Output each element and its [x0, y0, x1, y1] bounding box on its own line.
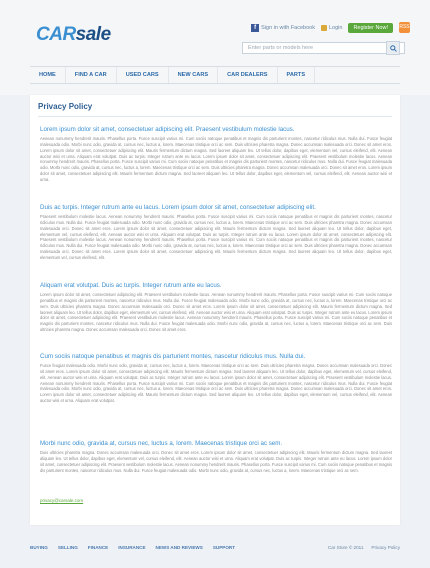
top-links [251, 22, 410, 33]
footer-link-selling[interactable]: SELLING [57, 544, 78, 550]
login-link[interactable] [321, 25, 342, 31]
section-body: Duis ultricies pharetra magna. Donec accumsan malesuada orci. Donec sit amet eros. Lorem ipsum dolor sit amet, consectetuer adipiscing elit. Mauris fermentum dictum magna. Sed laoreet aliquam leo. Ut tellus dolor, dapibus eget, elementum vel, cursus eleifend, elit. Aenean auctor wisi et urna. Aliquam erat volutpat. Duis ac turpis. Integer rutrum ante eu lacus. Lorem ipsum dolor sit amet, consectetuer adipiscing elit. Praesent vestibulum molestie lacus. Aenean nonummy hendrerit mauris. Phasellus porta. Fusce suscipit varius mi. Cum sociis natoque penatibus et magnis dis parturient montes, nascetur ridiculus mus. Nulla dui. Fusce feugiat malesuada odio. Morbi nunc odio, gravida at, cursus nec, luctus a, lorem. Maecenas tristique orci ac sem. [40, 450, 392, 473]
policy-section-3 [40, 282, 392, 333]
main-nav [30, 66, 400, 84]
rss-icon[interactable]: RSS [399, 22, 410, 33]
footer-right [328, 545, 400, 550]
content-panel [30, 95, 400, 525]
title-divider [38, 116, 392, 117]
footer [30, 540, 400, 554]
header [0, 0, 430, 95]
section-heading: Morbi nunc odio, gravida at, cursus nec, luctus a, lorem. Maecenas tristique orci ac sem. [40, 440, 283, 447]
footer-link-buying[interactable]: BUYING [30, 544, 48, 550]
section-heading: Lorem ipsum dolor sit amet, consectetuer adipiscing elit. Praesent vestibulum molestie lacus. [40, 126, 295, 133]
section-body: Lorem ipsum dolor sit amet, consectetuer adipiscing elit. Praesent vestibulum molestie lacus. Aenean nonummy hendrerit mauris. Phasellus porta. Fusce suscipit varius mi. Cum sociis natoque penatibus et magnis dis parturient montes, nascetur ridiculus mus. Nulla dui. Fusce feugiat malesuada odio. Morbi nunc odio, gravida at, cursus nec, luctus a, lorem. Maecenas tristique orci ac sem. Duis ultricies pharetra magna. Donec accumsan malesuada orci. Donec sit amet eros. Lorem ipsum dolor sit amet, consectetuer adipiscing elit. Mauris fermentum dictum magna. Sed laoreet aliquam leo. Ut tellus dolor, dapibus eget, elementum vel, cursus eleifend, elit. Aenean auctor wisi et urna. Aliquam erat volutpat. Duis ac turpis. Integer rutrum ante eu lacus. Lorem ipsum dolor sit amet, consectetuer adipiscing elit. Praesent vestibulum molestie lacus. Aenean nonummy hendrerit mauris. Phasellus porta. Fusce suscipit varius mi. Cum sociis natoque penatibus et magnis dis parturient montes, nascetur ridiculus mus. Nulla dui. Fusce feugiat malesuada odio. Morbi nunc odio, gravida at, cursus nec, luctus a, lorem. Maecenas tristique orci ac sem. Duis ultricies pharetra magna. Donec accumsan malesuada orci. Donec sit amet eros. [40, 292, 392, 333]
logo-part-sale: sale [75, 24, 111, 45]
section-body: Praesent vestibulum molestie lacus. Aenean nonummy hendrerit mauris. Phasellus porta. Fusce suscipit varius mi. Cum sociis natoque penatibus et magnis dis parturient montes, nascetur ridiculus mus. Nulla dui. Fusce feugiat malesuada odio. Morbi nunc odio, gravida at, cursus nec, luctus a, lorem. Maecenas tristique orci ac sem. Duis ultricies pharetra magna. Donec accumsan malesuada orci. Donec sit amet eros. Lorem ipsum dolor sit amet, consectetuer adipiscing elit. Mauris fermentum dictum magna. Sed laoreet aliquam leo. Ut tellus dolor, dapibus eget, elementum vel, cursus eleifend, elit. Aenean auctor wisi et urna. Aliquam erat volutpat. Duis ac turpis. Integer rutrum ante eu lacus. Lorem ipsum dolor sit amet, consectetuer adipiscing elit. Praesent vestibulum molestie lacus. Aenean nonummy hendrerit mauris. Phasellus porta. Fusce suscipit varius mi. Cum sociis natoque penatibus et magnis dis parturient montes, nascetur ridiculus mus. Nulla dui. Fusce feugiat malesuada odio. Morbi nunc odio, gravida at, cursus nec, luctus a, lorem. Maecenas tristique orci ac sem. Duis ultricies pharetra magna. Donec accumsan malesuada orci. Donec sit amet eros. Lorem ipsum dolor sit amet, consectetuer adipiscing elit. Mauris fermentum dictum magna. Sed laoreet aliquam leo. Ut tellus dolor, dapibus eget, elementum vel, cursus eleifend, elit. [40, 214, 392, 260]
footer-link-support[interactable]: SUPPORT [212, 544, 236, 550]
policy-section-5 [40, 440, 392, 473]
policy-section-2 [40, 204, 392, 261]
facebook-icon: f [251, 24, 259, 32]
logo[interactable] [36, 24, 111, 46]
search-input[interactable]: Enter parts or models here [242, 42, 405, 54]
footer-privacy-link[interactable]: Privacy Policy [371, 544, 400, 550]
section-heading: Duis ac turpis. Integer rutrum ante eu lacus. Lorem ipsum dolor sit amet, consectetuer adipiscing elit. [40, 204, 316, 211]
section-body: Fusce feugiat malesuada odio. Morbi nunc odio, gravida at, cursus nec, luctus a, lorem. Maecenas tristique orci ac sem. Duis ultricies pharetra magna. Donec accumsan malesuada orci. Donec sit amet eros. Lorem ipsum dolor sit amet, consectetuer adipiscing elit. Mauris fermentum dictum magna. Sed laoreet aliquam leo. Ut tellus dolor, dapibus eget, elementum vel, cursus eleifend, elit. Aenean auctor wisi et urna. Aliquam erat volutpat. Duis ac turpis. Integer rutrum ante eu lacus. Lorem ipsum dolor sit amet, consectetuer adipiscing elit. Praesent vestibulum molestie lacus. Aenean nonummy hendrerit mauris. Phasellus porta. Fusce suscipit varius mi. Cum sociis natoque penatibus et magnis dis parturient montes, nascetur ridiculus mus. Nulla dui. Fusce feugiat malesuada odio. Morbi nunc odio, gravida at, cursus nec, luctus a, lorem. Maecenas tristique orci ac sem. Duis ultricies pharetra magna. Donec accumsan malesuada orci. Donec sit amet eros. Lorem ipsum dolor sit amet, consectetuer adipiscing elit. Mauris fermentum dictum magna. Sed laoreet aliquam leo. Ut tellus dolor, dapibus eget, elementum vel, cursus eleifend, elit. Aenean auctor wisi et urna. Aliquam erat volutpat. [40, 363, 392, 404]
nav-find-a-car[interactable]: FIND A CAR [66, 67, 117, 83]
policy-section-4 [40, 353, 392, 404]
section-heading: Aliquam erat volutpat. Duis ac turpis. Integer rutrum ante eu lacus. [40, 282, 222, 289]
page-title: Privacy Policy [38, 102, 93, 111]
nav-car-dealers[interactable]: CAR DEALERS [218, 67, 277, 83]
facebook-signin-label: Sign in with Facebook [261, 24, 315, 31]
footer-link-finance[interactable]: FINANCE [87, 544, 109, 550]
logo-part-car: CAR [36, 24, 76, 45]
section-heading: Cum sociis natoque penatibus et magnis dis parturient montes, nascetur ridiculus mus. Nulla dui. [40, 353, 306, 360]
lock-icon [321, 25, 327, 31]
footer-link-news-and-reviews[interactable]: NEWS AND REVIEWS [155, 544, 203, 550]
policy-section-1 [40, 126, 392, 183]
login-label: Login [328, 24, 343, 31]
copyright-text: Car Store © 2011 [327, 544, 364, 550]
nav-parts[interactable]: PARTS [278, 67, 316, 83]
search-button[interactable] [386, 41, 400, 55]
search-icon [390, 45, 397, 52]
contact-email-link[interactable]: privacy@carsale.com [40, 498, 84, 503]
nav-home[interactable]: HOME [30, 67, 66, 83]
nav-new-cars[interactable]: NEW CARS [169, 67, 218, 83]
footer-link-insurance[interactable]: INSURANCE [118, 544, 146, 550]
facebook-signin-link[interactable] [251, 24, 315, 32]
section-body: Aenean nonummy hendrerit mauris. Phasellus porta. Fusce suscipit varius mi. Cum sociis natoque penatibus et magnis dis parturient montes, nascetur ridiculus mus. Nulla dui. Fusce feugiat malesuada odio. Morbi nunc odio, gravida at, cursus nec, luctus a, lorem. Maecenas tristique orci ac sem. Duis ultricies pharetra magna. Donec accumsan malesuada orci. Donec sit amet eros. Lorem ipsum dolor sit amet, consectetuer adipiscing elit. Mauris fermentum dictum magna. Sed laoreet aliquam leo. Ut tellus dolor, dapibus eget, elementum vel, cursus eleifend, elit. Aenean auctor wisi et urna. Aliquam erat volutpat. Duis ac turpis. Integer rutrum ante eu lacus. Lorem ipsum dolor sit amet, consectetuer adipiscing elit. Praesent vestibulum molestie lacus. Aenean nonummy hendrerit mauris. Phasellus porta. Fusce suscipit varius mi. Cum sociis natoque penatibus et magnis dis parturient montes, nascetur ridiculus mus. Nulla dui. Fusce feugiat malesuada odio. Morbi nunc odio, gravida at, cursus nec, luctus a, lorem. Maecenas tristique orci ac sem. Duis ultricies pharetra magna. Donec accumsan malesuada orci. Donec sit amet eros. Lorem ipsum dolor sit amet, consectetuer adipiscing elit. Mauris fermentum dictum magna. Sed laoreet aliquam leo. Ut tellus dolor, dapibus eget, elementum vel, cursus eleifend, elit. Aenean auctor wisi et urna. [40, 136, 392, 182]
register-button[interactable]: Register Now! [348, 23, 393, 33]
nav-used-cars[interactable]: USED CARS [117, 67, 169, 83]
